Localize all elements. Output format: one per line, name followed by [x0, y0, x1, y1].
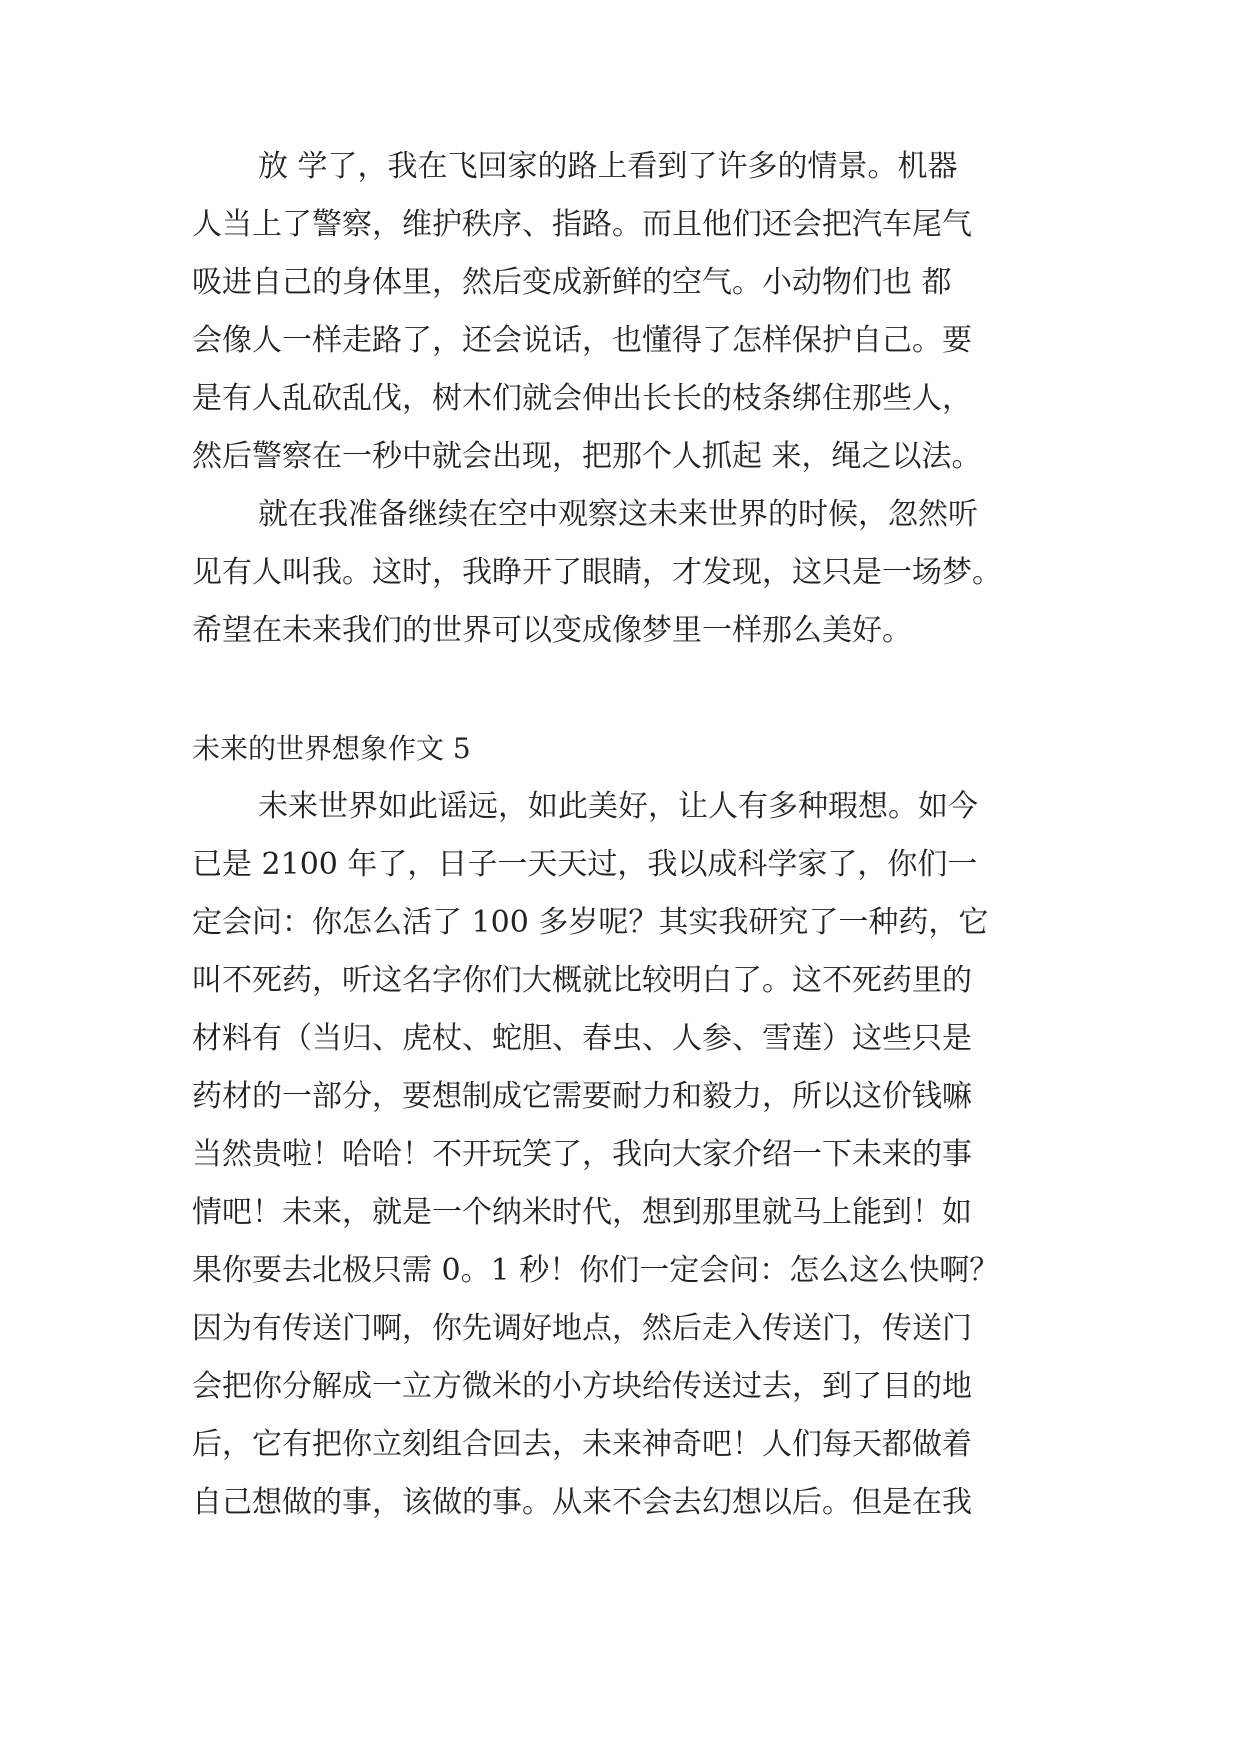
paragraph-line: 情吧！未来，就是一个纳米时代，想到那里就马上能到！如	[192, 1195, 972, 1230]
paragraph-line: 后，它有把你立刻组合回去，未来神奇吧！人们每天都做着	[192, 1427, 972, 1462]
paragraph-line: 未来世界如此谣远，如此美好，让人有多种瑕想。如今	[258, 789, 978, 824]
paragraph-line: 然后警察在一秒中就会出现，把那个人抓起 来，绳之以法。	[192, 439, 982, 474]
paragraph-line: 会把你分解成一立方微米的小方块给传送过去，到了目的地	[192, 1369, 972, 1404]
paragraph-line: 会像人一样走路了，还会说话，也懂得了怎样保护自己。要	[192, 323, 972, 358]
paragraph-line: 药材的一部分，要想制成它需要耐力和毅力，所以这价钱嘛	[192, 1079, 972, 1114]
paragraph-line: 吸进自己的身体里，然后变成新鲜的空气。小动物们也 都	[192, 265, 952, 300]
paragraph-line: 定会问：你怎么活了 100 多岁呢？其实我研究了一种药，它	[192, 905, 989, 940]
section-heading: 未来的世界想象作文 5	[192, 732, 471, 765]
paragraph-line: 人当上了警察，维护秩序、指路。而且他们还会把汽车尾气	[192, 207, 972, 242]
paragraph-line: 希望在未来我们的世界可以变成像梦里一样那么美好。	[192, 613, 912, 648]
paragraph-line: 果你要去北极只需 0。1 秒！你们一定会问：怎么这么快啊？	[192, 1253, 1000, 1288]
paragraph-line: 见有人叫我。这时，我睁开了眼睛，才发现，这只是一场梦。	[192, 555, 1002, 590]
paragraph-line: 放 学了，我在飞回家的路上看到了许多的情景。机器	[258, 149, 958, 184]
paragraph-line: 当然贵啦！哈哈！不开玩笑了，我向大家介绍一下未来的事	[192, 1137, 972, 1172]
paragraph-line: 叫不死药，听这名字你们大概就比较明白了。这不死药里的	[192, 963, 972, 998]
paragraph-line: 就在我准备继续在空中观察这未来世界的时候，忽然听	[258, 497, 978, 532]
paragraph-line: 材料有（当归、虎杖、蛇胆、春虫、人参、雪莲）这些只是	[192, 1021, 972, 1056]
paragraph-line: 是有人乱砍乱伐，树木们就会伸出长长的枝条绑住那些人，	[192, 381, 972, 416]
paragraph-line: 已是 2100 年了，日子一天天过，我以成科学家了，你们一	[192, 847, 978, 882]
paragraph-line: 因为有传送门啊，你先调好地点，然后走入传送门，传送门	[192, 1311, 972, 1346]
paragraph-line: 自己想做的事，该做的事。从来不会去幻想以后。但是在我	[192, 1485, 972, 1520]
